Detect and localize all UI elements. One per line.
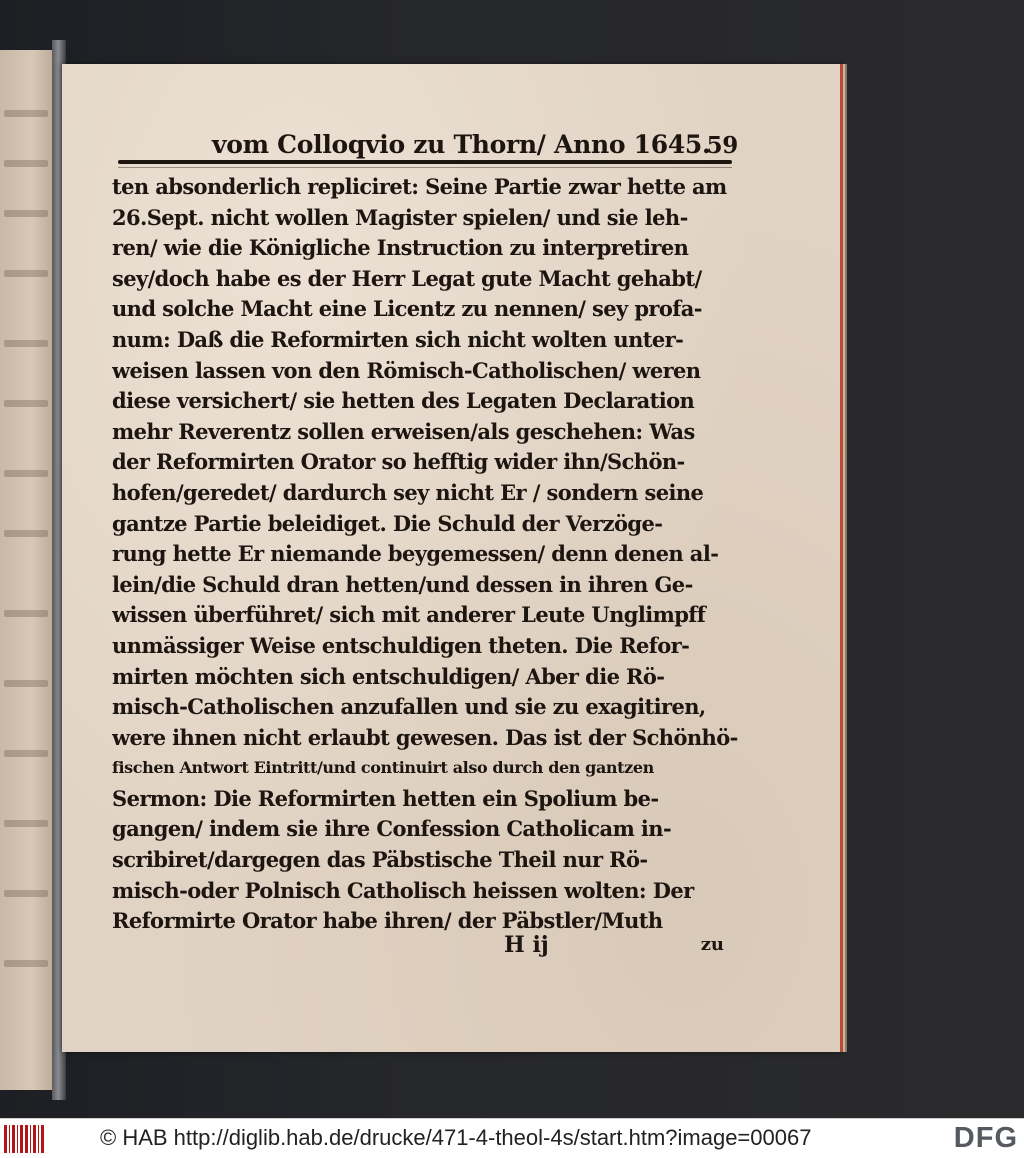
body-text <box>112 172 742 937</box>
text-line: gangen/ indem sie ihre Confession Catholicam in- <box>112 816 672 842</box>
text-line: lein/die Schuld dran hetten/und dessen in ihren Ge- <box>112 571 693 597</box>
catchword: zu <box>700 934 724 955</box>
text-line: were ihnen nicht erlaubt gewesen. Das ist der Schönhö- <box>112 724 738 750</box>
text-line: mirten möchten sich entschuldigen/ Aber die Rö- <box>112 663 665 689</box>
text-line: ren/ wie die Königliche Instruction zu interpretiren <box>112 235 689 261</box>
running-head: vom Colloqvio zu Thorn/ Anno 1645. <box>212 130 711 159</box>
header-rule <box>118 160 732 164</box>
book-page <box>62 64 843 1052</box>
text-line: Reformirte Orator habe ihren/ der Päbstler/Muth <box>112 908 663 934</box>
text-line: wissen überführet/ sich mit anderer Leute Unglimpff <box>112 602 706 628</box>
text-line: num: Daß die Reformirten sich nicht wolten unter- <box>112 326 684 352</box>
text-line: scribiret/dargegen das Päbstische Theil nur Rö- <box>112 847 648 873</box>
text-line: 26.Sept. nicht wollen Magister spielen/ und sie leh- <box>112 204 688 230</box>
barcode-icon <box>4 1125 48 1153</box>
page-footer <box>112 932 742 966</box>
text-line: gantze Partie beleidiget. Die Schuld der Verzöge- <box>112 510 663 536</box>
text-line: fischen Antwort Eintritt/und continuirt also durch den gantzen <box>112 758 654 778</box>
header-rule-thin <box>118 167 732 168</box>
text-line: misch-oder Polnisch Catholisch heissen wolten: Der <box>112 877 694 903</box>
page-number: 59 <box>706 132 738 159</box>
text-line: mehr Reverentz sollen erweisen/als geschehen: Was <box>112 418 695 444</box>
text-line: ten absonderlich repliciret: Seine Partie zwar hette am <box>112 174 727 199</box>
text-line: misch-Catholischen anzufallen und sie zu exagitiren, <box>112 694 706 720</box>
text-line: Sermon: Die Reformirten hetten ein Spolium be- <box>112 785 659 811</box>
dfg-logo-icon: DFG <box>953 1122 1018 1154</box>
text-line: diese versichert/ sie hetten des Legaten Declaration <box>112 388 695 414</box>
text-line: und solche Macht eine Licentz zu nennen/ sey profa- <box>112 296 702 322</box>
text-line: rung hette Er niemande beygemessen/ denn denen al- <box>112 541 719 567</box>
text-line: weisen lassen von den Römisch-Catholischen/ weren <box>112 357 701 383</box>
adjacent-page-edge <box>0 50 58 1090</box>
text-line: der Reformirten Orator so hefftig wider ihn/Schön- <box>112 449 685 475</box>
text-line: unmässiger Weise entschuldigen theten. Die Refor- <box>112 632 690 658</box>
signature-mark: H ij <box>504 932 549 958</box>
credit-link[interactable]: © HAB http://diglib.hab.de/drucke/471-4-theol-4s/start.htm?image=00067 <box>100 1125 812 1150</box>
text-line: sey/doch habe es der Herr Legat gute Macht gehabt/ <box>112 265 702 291</box>
text-line: hofen/geredet/ dardurch sey nicht Er / sondern seine <box>112 479 704 505</box>
credit-bar <box>0 1118 1024 1158</box>
